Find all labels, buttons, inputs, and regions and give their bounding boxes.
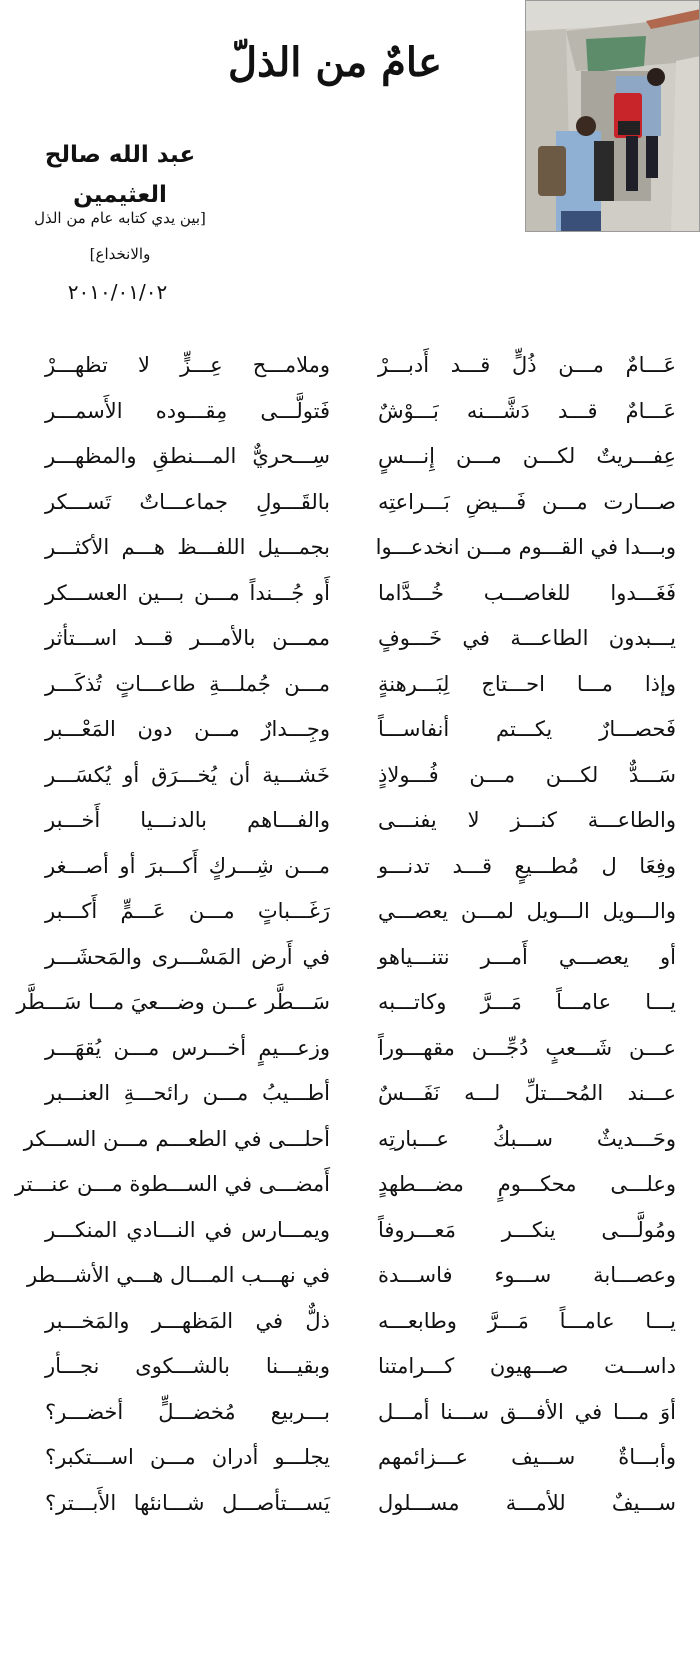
verse-line	[0, 753, 700, 799]
hemistich-first: عـــند المُحـــتلِّ لـــه نَفَـــسٌ	[378, 1081, 676, 1105]
verse-line	[0, 343, 700, 389]
hemistich-second: مـــن جُملـــةِ طاعـــاتٍ تُذكَـــر	[45, 671, 330, 696]
hemistich-first: أوَ مـــا في الأفـــق ســـنا أمـــل	[378, 1399, 676, 1424]
poem-body	[0, 343, 700, 1526]
verse-line	[0, 1344, 700, 1390]
verse-line	[0, 434, 700, 480]
hemistich-first: وإذا مـــا احـــتاج لِبَـــرهنةٍ	[378, 671, 676, 696]
hemistich-first: فَغَـــدوا للغاصـــب خُـــدَّاما	[378, 580, 676, 605]
verse-line	[0, 616, 700, 662]
hemistich-first: سَـــدٌّ لكـــن مـــن فُـــولاذٍ	[378, 762, 676, 787]
hemistich-first: صـــارت مـــن فَـــيضِ بَـــراعتِه	[378, 489, 676, 514]
hemistich-first: والطاعـــة كنـــز لا يفنـــى	[378, 808, 676, 832]
hemistich-second: أحلـــى في الطعـــم مـــن الســـكر	[23, 1126, 330, 1151]
hemistich-second: رَغَـــباتٍ مـــن عَـــمٍّ أَكـــبر	[45, 899, 330, 923]
hemistich-second: مـــن شِـــركٍ أَكـــبرَ أو أصـــغر	[45, 853, 330, 878]
hemistich-first: أو يعصـــي أَمـــر نتنـــياهو	[378, 944, 676, 969]
hemistich-first: وأبـــاةٌ ســـيف عـــزائمهم	[378, 1445, 676, 1469]
date: ٢٠١٠/٠١/٠٢	[67, 280, 168, 304]
hemistich-first: عَـــامٌ مـــن ذُلٍّ قـــد أَدبـــرْ	[378, 353, 676, 377]
hemistich-second: يَســـتأصـــل شـــانئها الأَبـــتر؟	[45, 1490, 330, 1515]
hemistich-second: في نهـــب المـــال هـــي الأشـــطر	[26, 1263, 330, 1287]
hemistich-second: وبقيـــنا بالشـــكوى نجـــأر	[45, 1354, 330, 1378]
hemistich-first: ســـيفٌ للأمـــة مســـلول	[378, 1490, 676, 1515]
verse-line	[0, 1026, 700, 1072]
hemistich-second: أطـــيبُ مـــن رائحـــةِ العنـــبر	[45, 1081, 330, 1105]
verse-line	[0, 480, 700, 526]
hemistich-second: وجِـــدارٌ مـــن دون المَعْـــبر	[45, 717, 330, 741]
verse-line	[0, 1071, 700, 1117]
hemistich-first: وفِعَا ل مُطـــيعٍ قـــد تدنـــو	[378, 853, 676, 878]
hemistich-first: داســـت صـــهيون كـــرامتنا	[378, 1354, 676, 1378]
author-name: عبد الله صالح العثيمين	[44, 142, 196, 208]
verse-line	[0, 1162, 700, 1208]
hemistich-first: عَـــامٌ قـــد دَشَّـــنه بَـــوْشٌ	[378, 398, 676, 423]
verse-line	[0, 389, 700, 435]
verse-line	[0, 571, 700, 617]
verse-line	[0, 1481, 700, 1527]
verse-line	[0, 844, 700, 890]
verse-line	[0, 525, 700, 571]
hemistich-second: ممـــن بالأمـــر قـــد اســـتأثر	[45, 626, 330, 650]
hemistich-first: عِفـــريتٌ لكـــن مـــن إِنـــسٍ	[378, 444, 676, 468]
hemistich-first: عـــن شَـــعبٍ دُجِّـــن مقهـــوراً	[378, 1035, 676, 1060]
verse-line	[0, 662, 700, 708]
hemistich-second: بالقَـــولِ جماعـــاتٌ تَســـكر	[45, 489, 330, 514]
hemistich-first: والـــويل الـــويل لمـــن يعصـــي	[378, 899, 676, 923]
verse-line	[0, 1435, 700, 1481]
page-title: عامٌ من الذلّ	[228, 39, 442, 86]
hemistich-second: والفـــاهم بالدنـــيا أَخـــبر	[45, 808, 330, 832]
hemistich-second: أَو جُـــنداً مـــن بـــين العســـكر	[45, 580, 330, 605]
hemistich-second: خَشـــية أن يُخـــرَق أو يُكسَـــر	[45, 762, 330, 787]
verse-line	[0, 1253, 700, 1299]
hemistich-second: وملامـــح عِـــزٍّ لا تظهـــرْ	[45, 353, 330, 377]
hemistich-first: يـــا عامـــاً مَـــرَّ وطابعـــه	[378, 1308, 676, 1333]
photo-image	[526, 1, 700, 232]
hemistich-second: بجمـــيل اللفـــظ هـــم الأكثـــر	[45, 535, 330, 559]
hemistich-second: في أَرض المَسْـــرى والمَحشَـــر	[45, 944, 330, 969]
hemistich-second: ويمـــارس في النـــادي المنكـــر	[45, 1217, 330, 1242]
hemistich-second: أَمضـــى في الســـطوة مـــن عنـــتر	[15, 1172, 330, 1196]
hemistich-first: وعصـــابة ســـوء فاســـدة	[378, 1263, 676, 1287]
verse-line	[0, 1117, 700, 1163]
verse-line	[0, 980, 700, 1026]
verse-line	[0, 1208, 700, 1254]
verse-line	[0, 1390, 700, 1436]
subtitle: [بين يدي كتابه عام من الذل والانخداع]	[34, 209, 206, 263]
verse-line	[0, 798, 700, 844]
hemistich-first: يـــبدون الطاعـــة في خَـــوفٍ	[378, 626, 676, 650]
verse-line	[0, 889, 700, 935]
header-photo	[525, 0, 700, 232]
verse-line	[0, 707, 700, 753]
hemistich-first: وعلـــى محكـــومٍ مضـــطهدٍ	[378, 1172, 676, 1196]
hemistich-first: فَحصـــارٌ يكـــتم أنفاســـاً	[378, 717, 676, 741]
verse-line	[0, 1299, 700, 1345]
hemistich-first: يـــا عامـــاً مَـــرَّ وكاتـــبه	[378, 990, 676, 1014]
hemistich-first: ومُولَّـــى ينكـــر مَعـــروفاً	[378, 1217, 676, 1242]
hemistich-second: ذلٌّ في المَظهـــر والمَخـــبر	[45, 1308, 330, 1333]
hemistich-second: بـــربيع مُخضـــلٍّ أخضـــر؟	[45, 1399, 330, 1424]
hemistich-second: فَتولَّـــى مِقـــوده الأَسمـــر	[45, 398, 330, 423]
hemistich-first: وبـــدا في القـــوم مـــن انخدعـــوا	[375, 535, 676, 559]
hemistich-first: وحَـــديثٌ ســـبكُ عـــبارتِه	[378, 1126, 676, 1151]
verse-line	[0, 935, 700, 981]
hemistich-second: يجلـــو أدران مـــن اســـتكبر؟	[45, 1445, 330, 1469]
hemistich-second: سِـــحريٌّ المـــنطقِ والمظهـــر	[45, 444, 330, 468]
hemistich-second: وزعـــيمٍ أخـــرس مـــن يُقهَـــر	[45, 1035, 330, 1060]
hemistich-second: سَـــطَّر عـــن وضـــعيَ مـــا سَـــطَّر	[16, 990, 330, 1014]
